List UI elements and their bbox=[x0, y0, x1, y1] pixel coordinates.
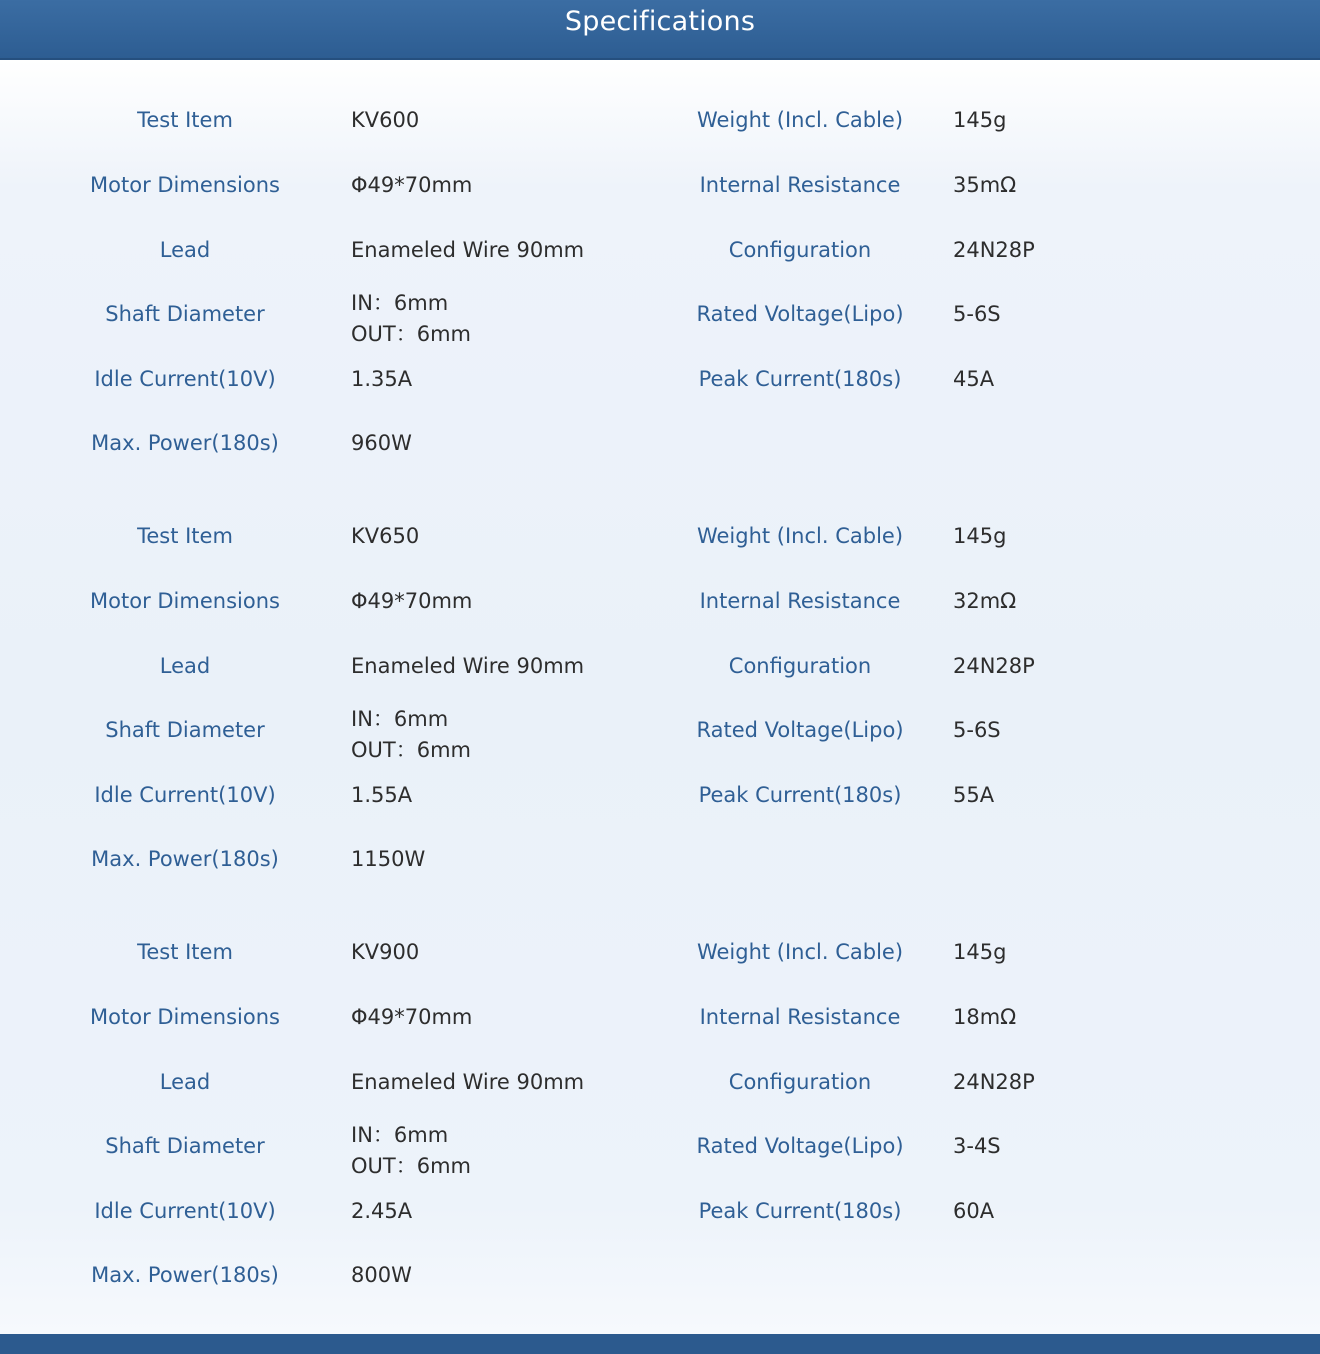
label-max-power: Max. Power(180s) bbox=[91, 431, 279, 455]
spec-row-idle-current bbox=[0, 1191, 1320, 1231]
value-rated-voltage: 3-4S bbox=[953, 1134, 1001, 1158]
spec-row-max-power bbox=[0, 839, 1320, 879]
spec-row-test-item bbox=[0, 932, 1320, 972]
label-weight: Weight (Incl. Cable) bbox=[696, 108, 904, 132]
value-idle-current: 1.55A bbox=[351, 783, 413, 807]
spec-row-test-item bbox=[0, 516, 1320, 556]
spec-row-shaft-diameter bbox=[0, 291, 1320, 346]
spec-row-lead bbox=[0, 646, 1320, 686]
value-rated-voltage: 5-6S bbox=[953, 302, 1001, 326]
value-motor-dimensions: Φ49*70mm bbox=[351, 173, 473, 197]
label-internal-resistance: Internal Resistance bbox=[699, 173, 901, 197]
value-test-item: KV600 bbox=[351, 108, 420, 132]
spec-row-lead bbox=[0, 230, 1320, 270]
value-lead: Enameled Wire 90mm bbox=[351, 1070, 585, 1094]
spec-row-motor-dimensions bbox=[0, 581, 1320, 621]
value-configuration: 24N28P bbox=[953, 1070, 1035, 1094]
specifications-content bbox=[0, 60, 1320, 1334]
label-motor-dimensions: Motor Dimensions bbox=[90, 589, 280, 613]
page-title: Specifications bbox=[564, 6, 756, 37]
label-motor-dimensions: Motor Dimensions bbox=[90, 1005, 280, 1029]
value-motor-dimensions: Φ49*70mm bbox=[351, 589, 473, 613]
spec-row-lead bbox=[0, 1062, 1320, 1102]
value-max-power: 800W bbox=[351, 1263, 412, 1287]
label-rated-voltage: Rated Voltage(Lipo) bbox=[696, 1134, 904, 1158]
label-rated-voltage: Rated Voltage(Lipo) bbox=[696, 718, 904, 742]
label-idle-current: Idle Current(10V) bbox=[94, 367, 276, 391]
label-idle-current: Idle Current(10V) bbox=[94, 783, 276, 807]
label-lead: Lead bbox=[159, 654, 211, 678]
value-peak-current: 60A bbox=[953, 1199, 995, 1223]
label-internal-resistance: Internal Resistance bbox=[699, 589, 901, 613]
value-weight: 145g bbox=[953, 940, 1007, 964]
value-lead: Enameled Wire 90mm bbox=[351, 238, 585, 262]
label-test-item: Test Item bbox=[137, 108, 233, 132]
value-configuration: 24N28P bbox=[953, 654, 1035, 678]
label-weight: Weight (Incl. Cable) bbox=[696, 940, 904, 964]
spec-block-kv650 bbox=[0, 516, 1320, 896]
spec-block-kv900 bbox=[0, 932, 1320, 1312]
value-motor-dimensions: Φ49*70mm bbox=[351, 1005, 473, 1029]
label-rated-voltage: Rated Voltage(Lipo) bbox=[696, 302, 904, 326]
header-bar bbox=[0, 0, 1320, 60]
value-shaft-out: OUT：6mm bbox=[351, 1154, 472, 1178]
label-max-power: Max. Power(180s) bbox=[91, 847, 279, 871]
value-test-item: KV650 bbox=[351, 524, 420, 548]
label-peak-current: Peak Current(180s) bbox=[698, 367, 902, 391]
value-shaft-in: IN：6mm bbox=[351, 707, 449, 731]
value-shaft-in: IN：6mm bbox=[351, 1123, 449, 1147]
value-idle-current: 2.45A bbox=[351, 1199, 413, 1223]
spec-row-idle-current bbox=[0, 359, 1320, 399]
value-test-item: KV900 bbox=[351, 940, 420, 964]
spec-row-motor-dimensions bbox=[0, 165, 1320, 205]
value-idle-current: 1.35A bbox=[351, 367, 413, 391]
value-max-power: 960W bbox=[351, 431, 412, 455]
value-shaft-diameter bbox=[351, 704, 671, 766]
value-weight: 145g bbox=[953, 524, 1007, 548]
label-motor-dimensions: Motor Dimensions bbox=[90, 173, 280, 197]
value-shaft-diameter bbox=[351, 288, 671, 350]
spec-block-kv600 bbox=[0, 100, 1320, 480]
label-configuration: Configuration bbox=[728, 654, 872, 678]
label-peak-current: Peak Current(180s) bbox=[698, 1199, 902, 1223]
value-configuration: 24N28P bbox=[953, 238, 1035, 262]
spec-row-shaft-diameter bbox=[0, 707, 1320, 762]
spec-row-motor-dimensions bbox=[0, 997, 1320, 1037]
value-internal-resistance: 18mΩ bbox=[953, 1005, 1017, 1029]
label-internal-resistance: Internal Resistance bbox=[699, 1005, 901, 1029]
value-peak-current: 45A bbox=[953, 367, 995, 391]
value-max-power: 1150W bbox=[351, 847, 426, 871]
value-rated-voltage: 5-6S bbox=[953, 718, 1001, 742]
value-internal-resistance: 35mΩ bbox=[953, 173, 1017, 197]
spec-row-max-power bbox=[0, 423, 1320, 463]
label-shaft-diameter: Shaft Diameter bbox=[105, 1134, 265, 1158]
label-peak-current: Peak Current(180s) bbox=[698, 783, 902, 807]
label-shaft-diameter: Shaft Diameter bbox=[105, 302, 265, 326]
value-internal-resistance: 32mΩ bbox=[953, 589, 1017, 613]
label-configuration: Configuration bbox=[728, 1070, 872, 1094]
value-lead: Enameled Wire 90mm bbox=[351, 654, 585, 678]
label-weight: Weight (Incl. Cable) bbox=[696, 524, 904, 548]
label-max-power: Max. Power(180s) bbox=[91, 1263, 279, 1287]
spec-row-max-power bbox=[0, 1255, 1320, 1295]
value-shaft-out: OUT：6mm bbox=[351, 322, 472, 346]
label-lead: Lead bbox=[159, 1070, 211, 1094]
value-shaft-in: IN：6mm bbox=[351, 291, 449, 315]
value-weight: 145g bbox=[953, 108, 1007, 132]
value-shaft-diameter bbox=[351, 1120, 671, 1182]
label-test-item: Test Item bbox=[137, 524, 233, 548]
label-test-item: Test Item bbox=[137, 940, 233, 964]
spec-row-shaft-diameter bbox=[0, 1123, 1320, 1178]
spec-row-test-item bbox=[0, 100, 1320, 140]
label-shaft-diameter: Shaft Diameter bbox=[105, 718, 265, 742]
footer-bar bbox=[0, 1334, 1320, 1354]
label-lead: Lead bbox=[159, 238, 211, 262]
value-shaft-out: OUT：6mm bbox=[351, 738, 472, 762]
label-configuration: Configuration bbox=[728, 238, 872, 262]
value-peak-current: 55A bbox=[953, 783, 995, 807]
label-idle-current: Idle Current(10V) bbox=[94, 1199, 276, 1223]
spec-row-idle-current bbox=[0, 775, 1320, 815]
